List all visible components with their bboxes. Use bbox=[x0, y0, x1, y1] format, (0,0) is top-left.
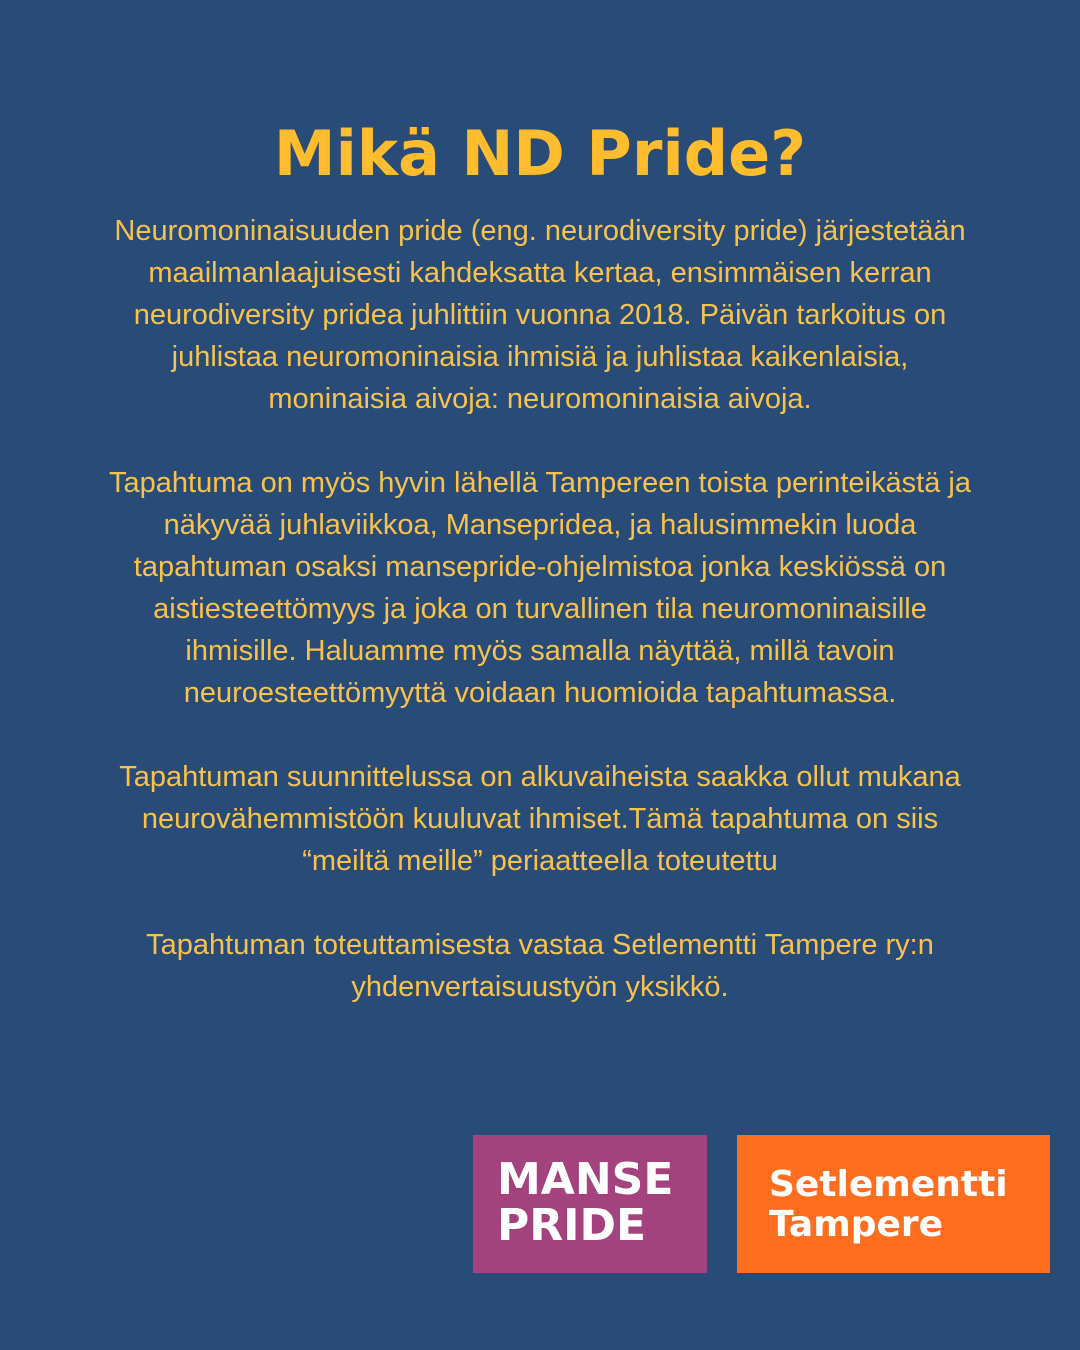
setlementti-tampere-logo bbox=[737, 1135, 1050, 1273]
setlementti-logo-line2: Tampere bbox=[769, 1204, 944, 1245]
page-title: Mikä ND Pride? bbox=[273, 117, 807, 190]
paragraph-intro: Neuromoninaisuuden pride (eng. neurodiversity pride) järjestetään maailmanlaajuisesti kahdeksatta kertaa, ensimmäisen kerran neurodiversity pridea juhlittiin vuonna 2018. Päivän tarkoitus on juhlistaa neuromoninaisia ihmisiä ja juhlistaa kaikenlaisia, moninaisia aivoja: neuromoninaisia aivoja. bbox=[114, 215, 966, 415]
paragraph-planning: Tapahtuman suunnittelussa on alkuvaiheista saakka ollut mukana neurovähemmistöön kuuluvat ihmiset.Tämä tapahtuma on siis “meiltä meille” periaatteella toteutettu bbox=[119, 761, 961, 877]
manse-pride-logo-line1: MANSE bbox=[497, 1154, 674, 1205]
paragraph-gap bbox=[100, 420, 980, 462]
body-text bbox=[100, 210, 980, 1008]
manse-pride-logo bbox=[473, 1135, 707, 1273]
paragraph-gap bbox=[100, 882, 980, 924]
paragraph-gap bbox=[100, 714, 980, 756]
manse-pride-logo-line2: PRIDE bbox=[497, 1200, 647, 1251]
paragraph-event: Tapahtuma on myös hyvin lähellä Tampereen toista perinteikästä ja näkyvää juhlaviikkoa, Mansepridea, ja halusimmekin luoda tapahtuman osaksi mansepride-ohjelmistoa jonka keskiössä on aistiesteettömyys ja joka on turvallinen tila neuromoninaisille ihmisille. Haluamme myös samalla näyttää, millä tavoin neuroesteettömyyttä voidaan huomioida tapahtumassa. bbox=[109, 467, 971, 709]
paragraph-organizer: Tapahtuman toteuttamisesta vastaa Setlementti Tampere ry:n yhdenvertaisuustyön yksikkö. bbox=[146, 929, 934, 1003]
setlementti-logo-line1: Setlementti bbox=[769, 1164, 1008, 1205]
